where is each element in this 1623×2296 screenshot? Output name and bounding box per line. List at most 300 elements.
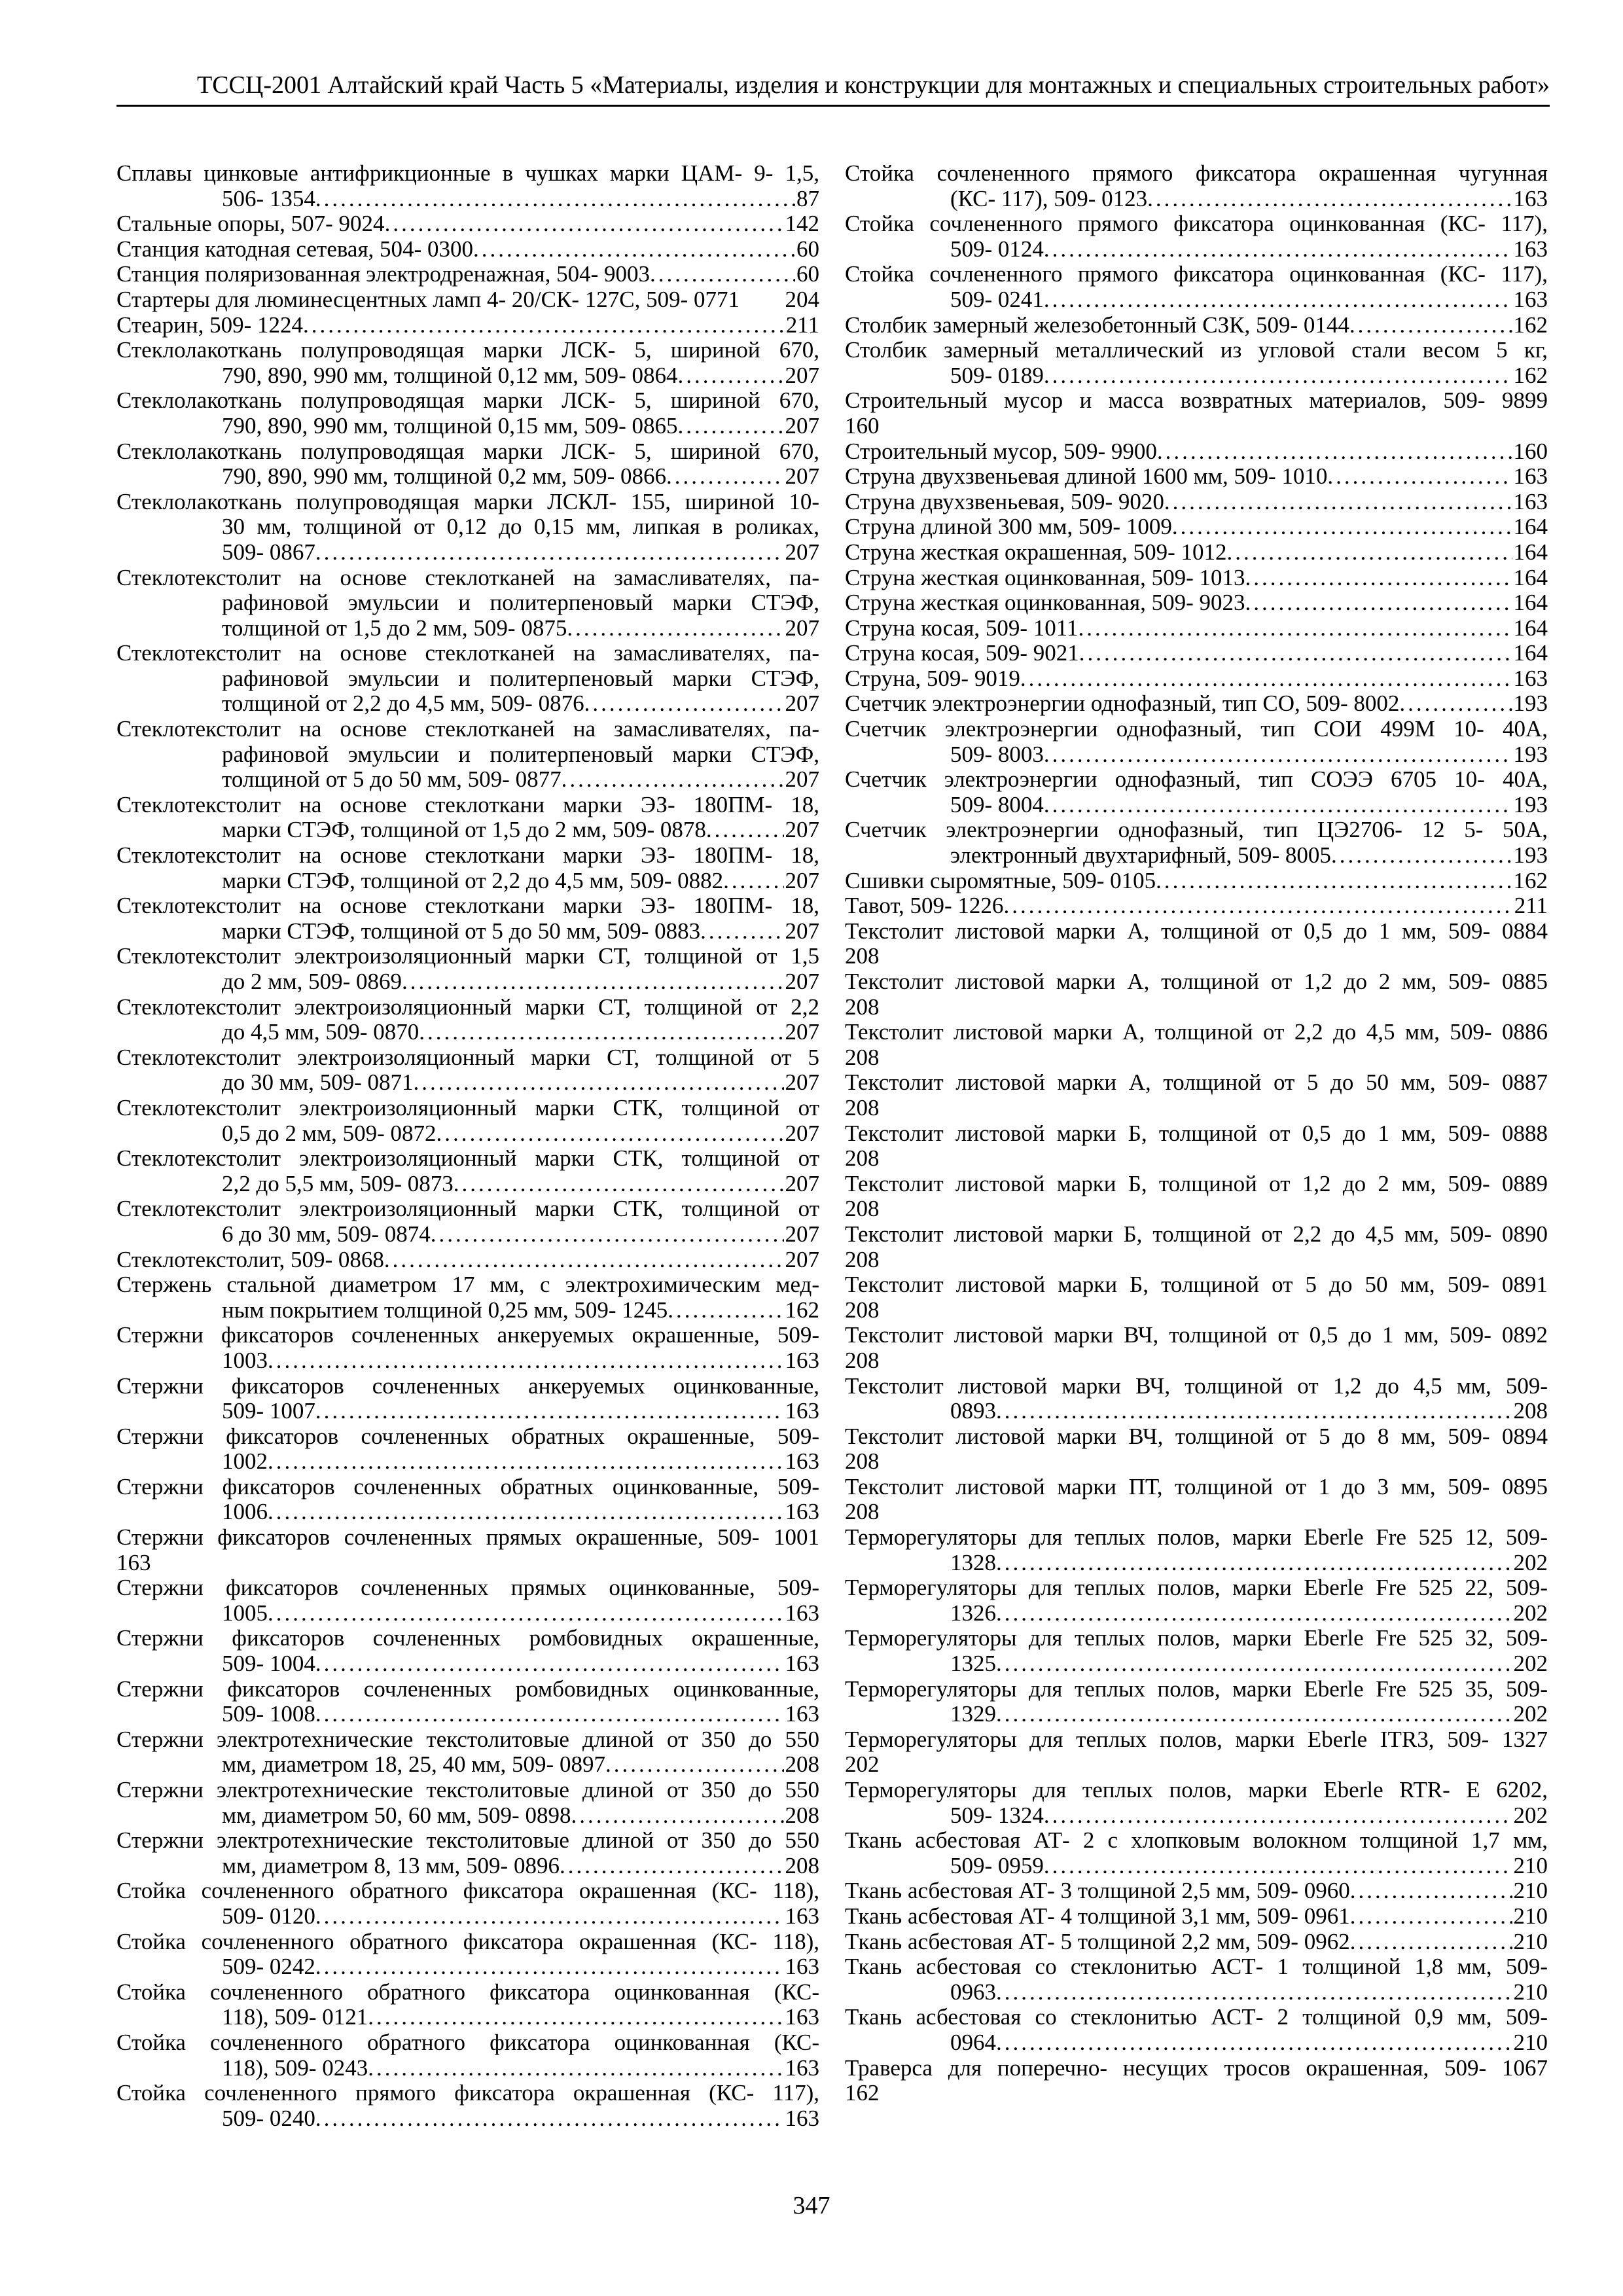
entry-line: Стержни электротехнические текстолитовые длиной от 350 до 550 [116, 1778, 819, 1803]
entry-page: 207 [785, 363, 819, 388]
index-entry [116, 1575, 819, 1626]
entry-text: Струна косая, 509- 9021 [845, 641, 1079, 666]
entry-page: 164 [1513, 641, 1548, 666]
entry-line: Текстолит листовой марки А, толщиной от 1,2 до 2 мм, 509- 0885 [845, 969, 1548, 994]
entry-page: 207 [785, 767, 819, 793]
entry-line: Счетчик электроэнергии однофазный, тип СОИ 499М 10- 40А, [845, 717, 1548, 742]
entry-line: Стержни электротехнические текстолитовые длиной от 350 до 550 [116, 1828, 819, 1854]
index-entry [845, 1374, 1548, 1424]
entry-line [116, 237, 819, 262]
entry-line: Стойка сочлененного прямого фиксатора окрашенная (КС- 117), [116, 2081, 819, 2106]
entry-line: Стеклотекстолит электроизоляционный марки СТ, толщиной от 5 [116, 1045, 819, 1070]
entry-page: 210 [1513, 1979, 1548, 2005]
entry-page: 210 [1513, 2030, 1548, 2055]
entry-line: Стойка сочлененного обратного фиксатора окрашенная (КС- 118), [116, 1929, 819, 1954]
entry-line [845, 641, 1548, 666]
entry-page: 162 [785, 1297, 819, 1323]
entry-page: 163 [785, 2106, 819, 2131]
index-entry [845, 893, 1548, 919]
index-entry [116, 793, 819, 843]
index-entry [116, 1045, 819, 1096]
entry-line [845, 1551, 1548, 1576]
entry-line [845, 1980, 1548, 2005]
entry-text: 1005 [222, 1600, 268, 1626]
dot-leader [384, 1247, 784, 1273]
entry-line: Текстолит листовой марки ПТ, толщиной от 1 до 3 мм, 509- 0895 [845, 1474, 1548, 1499]
dot-leader [1044, 1854, 1512, 1879]
entry-text: 1329 [950, 1702, 996, 1727]
entry-page: 207 [785, 918, 819, 944]
entry-text: марки СТЭФ, толщиной от 2,2 до 4,5 мм, 509- 0882 [222, 868, 724, 893]
index-entry [845, 1878, 1548, 1904]
entry-line: Терморегуляторы для теплых полов, марки Eberle Fre 525 22, 509- [845, 1575, 1548, 1601]
entry-text: до 4,5 мм, 509- 0870 [222, 1020, 419, 1045]
dot-leader [473, 237, 795, 262]
entry-text: 0964 [950, 2030, 996, 2055]
entry-line: Стержень стальной диаметром 17 мм, с электрохимическим мед- [116, 1272, 819, 1298]
dot-leader [666, 464, 784, 490]
entry-page: 211 [785, 312, 819, 338]
entry-line [116, 1803, 819, 1829]
entry-line [845, 1854, 1548, 1879]
index-column-left [116, 161, 819, 2131]
entry-page: 202 [1513, 1803, 1548, 1828]
index-entry [845, 1677, 1548, 1727]
entry-line: Стержни фиксаторов сочлененных прямых окрашенные, 509- 1001 [116, 1525, 819, 1551]
entry-page: 163 [1513, 489, 1548, 514]
entry-page: 160 [1513, 439, 1548, 464]
entry-line [845, 843, 1548, 869]
index-entry [845, 666, 1548, 692]
entry-text: Счетчик электроэнергии однофазный, тип СО, 509- 8002 [845, 691, 1400, 717]
dot-leader [706, 817, 784, 843]
index-entry [845, 514, 1548, 540]
entry-line [116, 1121, 819, 1147]
index-entry [845, 1323, 1548, 1373]
entry-text: Тавот, 509- 1226 [845, 893, 1004, 919]
entry-text: 790, 890, 990 мм, толщиной 0,15 мм, 509- 0865 [222, 413, 678, 439]
dot-leader [303, 313, 785, 338]
entry-text: 509- 0240 [222, 2106, 315, 2131]
entry-line: Терморегуляторы для теплых полов, марки Eberle Fre 525 35, 509- [845, 1676, 1548, 1702]
entry-line: Стеклолакоткань полупроводящая марки ЛСКЛ- 155, шириной 10- [116, 489, 819, 514]
index-entry [845, 1525, 1548, 1575]
index-entry [116, 1146, 819, 1196]
dot-leader [1156, 869, 1512, 894]
entry-line [116, 1702, 819, 1727]
entry-line [116, 1854, 819, 1879]
index-entry [116, 490, 819, 565]
entry-text: 509- 0189 [950, 363, 1044, 388]
entry-page: 207 [785, 1221, 819, 1247]
entry-page: 193 [1513, 792, 1548, 817]
entry-page: 162 [1513, 312, 1548, 338]
dot-leader [454, 1172, 784, 1197]
dot-leader [1157, 439, 1512, 465]
index-entry [116, 388, 819, 439]
dot-leader [368, 2005, 783, 2030]
entry-line: Терморегуляторы для теплых полов, марки Eberle RTR- E 6202, [845, 1778, 1548, 1803]
entry-page: 163 [785, 1954, 819, 1980]
entry-line: Стержни фиксаторов сочлененных прямых оцинкованные, 509- [116, 1575, 819, 1601]
index-entry [845, 464, 1548, 490]
entry-line: Стержни фиксаторов сочлененных анкеруемых оцинкованные, [116, 1373, 819, 1399]
index-entry [116, 1247, 819, 1273]
entry-text: толщиной от 2,2 до 4,5 мм, 509- 0876 [222, 691, 584, 717]
dot-leader [315, 540, 784, 565]
entry-page: 207 [785, 464, 819, 490]
entry-line: Стержни фиксаторов сочлененных анкеруемых окрашенные, 509- [116, 1323, 819, 1348]
entry-line: рафиновой эмульсии и политерпеновый марки СТЭФ, [222, 742, 819, 767]
index-entry [116, 1272, 819, 1323]
entry-line [845, 1878, 1548, 1904]
entry-page: 164 [1513, 615, 1548, 641]
dot-leader [368, 2056, 783, 2081]
entry-line: Сплавы цинковые антифрикционные в чушках марки ЦАМ- 9- 1,5, [116, 161, 819, 186]
dot-leader [402, 969, 783, 995]
index-entry [845, 1070, 1548, 1121]
entry-line [845, 287, 1548, 313]
entry-line [116, 616, 819, 641]
entry-line [116, 1499, 819, 1525]
entry-line: Ткань асбестовая со стеклонитью АСТ- 2 толщиной 0,9 мм, 509- [845, 2005, 1548, 2030]
index-entry [116, 1778, 819, 1828]
dot-leader [1245, 590, 1512, 616]
entry-page: 87 [796, 186, 819, 211]
dot-leader [1044, 363, 1512, 389]
entry-page: 163 [1513, 666, 1548, 691]
entry-line: Стеклотекстолит на основе стеклотканей на замасливателях, па- [116, 565, 819, 590]
dot-leader [1350, 1878, 1512, 1904]
entry-text: 0,5 до 2 мм, 509- 0872 [222, 1121, 437, 1146]
dot-leader [996, 1601, 1512, 1626]
dot-leader [315, 1702, 784, 1727]
entry-line [845, 893, 1548, 919]
index-entry [116, 338, 819, 388]
entry-text: марки СТЭФ, толщиной от 1,5 до 2 мм, 509- 0878 [222, 817, 706, 843]
entry-line: Счетчик электроэнергии однофазный, тип ЦЭ2706- 12 5- 50А, [845, 817, 1548, 843]
dot-leader [1164, 490, 1512, 515]
index-entry [116, 439, 819, 490]
index-entry [845, 1121, 1548, 1172]
entry-line [845, 1904, 1548, 1929]
index-entry [845, 616, 1548, 641]
entry-text: 509- 8004 [950, 792, 1044, 817]
index-entry [116, 1626, 819, 1676]
entry-text: 509- 1008 [222, 1702, 315, 1727]
entry-line: Стержни фиксаторов сочлененных ромбовидных оцинкованные, [116, 1676, 819, 1702]
entry-text: толщиной от 5 до 50 мм, 509- 0877 [222, 767, 562, 793]
dot-leader [1044, 742, 1512, 768]
entry-page: 163 [785, 1399, 819, 1424]
dot-leader [315, 1651, 784, 1677]
entry-line [845, 565, 1548, 591]
index-entry [116, 641, 819, 717]
entry-page: 193 [1513, 843, 1548, 869]
entry-page: 164 [1513, 590, 1548, 616]
entry-line: Текстолит листовой марки Б, толщиной от 0,5 до 1 мм, 509- 0888 [845, 1121, 1548, 1146]
entry-line [845, 439, 1548, 465]
index-entry [116, 1424, 819, 1475]
index-entry [116, 1374, 819, 1424]
index-entry [116, 1727, 819, 1778]
entry-text: (КС- 117), 509- 0123 [950, 186, 1148, 211]
entry-line [116, 869, 819, 894]
entry-line [845, 313, 1548, 338]
index-entry [845, 1828, 1548, 1878]
dot-leader [315, 1954, 784, 1980]
entry-page: 163 [1513, 464, 1548, 490]
entry-page: 210 [1513, 1903, 1548, 1929]
entry-line [116, 287, 819, 313]
entry-line [116, 1449, 819, 1475]
dot-leader [268, 1348, 784, 1374]
dot-leader [1078, 616, 1512, 641]
entry-line [116, 1399, 819, 1424]
entry-line [116, 540, 819, 565]
dot-leader [315, 187, 795, 212]
entry-page: 202 [1513, 1550, 1548, 1575]
entry-page: 163 [785, 1600, 819, 1626]
entry-text: 0893 [950, 1399, 996, 1424]
entry-text: Строительный мусор, 509- 9900 [845, 439, 1157, 464]
entry-line: Стойка сочлененного прямого фиксатора окрашенная чугунная [845, 161, 1548, 186]
entry-line: Текстолит листовой марки ВЧ, толщиной от 0,5 до 1 мм, 509- 0892 [845, 1323, 1548, 1348]
entry-line [116, 2106, 819, 2132]
entry-page: 208 [845, 1044, 880, 1070]
entry-page: 208 [845, 1094, 880, 1121]
entry-line: рафиновой эмульсии и политерпеновый марки СТЭФ, [222, 666, 819, 691]
dot-leader [1227, 540, 1512, 565]
entry-line: Текстолит листовой марки Б, толщиной от 2,2 до 4,5 мм, 509- 0890 [845, 1221, 1548, 1247]
index-entry [116, 161, 819, 211]
entry-page: 204 [785, 287, 819, 312]
entry-page: 207 [785, 615, 819, 641]
entry-line [845, 237, 1548, 262]
entry-line: Столбик замерный металлический из угловой стали весом 5 кг, [845, 338, 1548, 363]
index-entry [116, 1525, 819, 1575]
entry-line: Текстолит листовой марки Б, толщиной от 1,2 до 2 мм, 509- 0889 [845, 1171, 1548, 1196]
dot-leader [1331, 843, 1512, 869]
entry-line: Текстолит листовой марки ВЧ, толщиной от 1,2 до 4,5 мм, 509- [845, 1373, 1548, 1399]
entry-text: Струна жесткая окрашенная, 509- 1012 [845, 539, 1227, 565]
dot-leader [996, 1399, 1512, 1424]
dot-leader [1020, 666, 1512, 692]
entry-text: Ткань асбестовая АТ- 5 толщиной 2,2 мм, 509- 0962 [845, 1929, 1350, 1954]
entry-page: 162 [1513, 363, 1548, 388]
entry-text: Ткань асбестовая АТ- 3 толщиной 2,5 мм, 509- 0960 [845, 1878, 1350, 1904]
entry-text: 509- 0241 [950, 287, 1044, 312]
entry-page: 207 [785, 1247, 819, 1272]
entry-line [116, 262, 819, 287]
entry-page: 60 [796, 236, 819, 262]
entry-page: 163 [1513, 186, 1548, 211]
dot-leader [1044, 793, 1512, 818]
dot-leader [1399, 691, 1512, 717]
entry-line: Стойка сочлененного обратного фиксатора окрашенная (КС- 118), [116, 1878, 819, 1904]
entry-page: 207 [785, 1171, 819, 1196]
entry-page: 210 [1513, 1929, 1548, 1954]
entry-text: 1006 [222, 1499, 268, 1525]
entry-line: Стержни фиксаторов сочлененных ромбовидных окрашенные, [116, 1626, 819, 1651]
index-entry [116, 2081, 819, 2131]
entry-line [845, 1929, 1548, 1955]
entry-line [845, 2030, 1548, 2056]
entry-line [116, 2056, 819, 2081]
entry-page: 207 [785, 1070, 819, 1096]
entry-text: Стальные опоры, 507- 9024 [116, 211, 385, 237]
entry-text: 506- 1354 [222, 186, 315, 211]
entry-line [845, 590, 1548, 616]
index-entry [845, 1222, 1548, 1272]
entry-line [845, 187, 1548, 212]
entry-page: 207 [785, 1020, 819, 1045]
entry-text: Струна двухзвеньевая, 509- 9020 [845, 489, 1164, 514]
index-entry [845, 717, 1548, 767]
entry-line: Стойка сочлененного обратного фиксатора оцинкованная (КС- [116, 2030, 819, 2055]
entry-text: 509- 0124 [950, 236, 1044, 262]
entry-line: Терморегуляторы для теплых полов, марки Eberle Fre 525 12, 509- [845, 1525, 1548, 1551]
entry-page: 207 [785, 868, 819, 893]
entry-text: 509- 8003 [950, 742, 1044, 767]
index-entry [845, 565, 1548, 591]
entry-line: Текстолит листовой марки ВЧ, толщиной от 5 до 8 мм, 509- 0894 [845, 1424, 1548, 1449]
entry-line: Стержни фиксаторов сочлененных обратных окрашенные, 509- [116, 1424, 819, 1449]
entry-line [845, 514, 1548, 540]
entry-text: 509- 0120 [222, 1903, 315, 1929]
entry-text: 118), 509- 0121 [222, 2005, 368, 2030]
entry-line [845, 869, 1548, 894]
entry-line [116, 187, 819, 212]
dot-leader [1245, 565, 1512, 591]
entry-page: 208 [785, 1853, 819, 1878]
index-entry [116, 1096, 819, 1146]
dot-leader [700, 919, 783, 944]
dot-leader [431, 1222, 784, 1247]
dot-leader [996, 1551, 1512, 1576]
entry-page: 208 [845, 1145, 880, 1172]
index-entry [845, 1272, 1548, 1323]
entry-text: до 30 мм, 509- 0871 [222, 1070, 414, 1096]
index-entry [116, 1878, 819, 1929]
index-entry [845, 1172, 1548, 1222]
entry-text: Струна жесткая оцинкованная, 509- 9023 [845, 590, 1245, 616]
entry-line [116, 363, 819, 389]
dot-leader [419, 1020, 783, 1045]
index-entry [845, 1778, 1548, 1828]
entry-page: 207 [785, 817, 819, 843]
entry-text: мм, диаметром 8, 13 мм, 509- 0896 [222, 1853, 560, 1878]
dot-leader [1350, 1904, 1512, 1929]
entry-page: 160 [845, 412, 880, 439]
entry-text: 509- 1004 [222, 1651, 315, 1677]
entry-page: 60 [796, 262, 819, 287]
index-entry [845, 1954, 1548, 2005]
entry-page: 163 [785, 1651, 819, 1677]
entry-page: 163 [1513, 287, 1548, 312]
entry-line [116, 1070, 819, 1096]
entry-line: Стеклотекстолит на основе стеклоткани марки ЭЗ- 180ПМ- 18, [116, 893, 819, 919]
dot-leader [268, 1449, 784, 1475]
entry-text: Стеарин, 509- 1224 [116, 312, 304, 338]
entry-text: 509- 0242 [222, 1954, 315, 1980]
dot-leader [315, 2106, 784, 2132]
entry-page: 207 [785, 969, 819, 994]
entry-page: 208 [785, 1752, 819, 1778]
entry-line: 30 мм, толщиной от 0,12 до 0,15 мм, липкая в роликах, [222, 514, 819, 540]
entry-line: Стеклолакоткань полупроводящая марки ЛСК- 5, шириной 670, [116, 338, 819, 363]
index-entry [845, 439, 1548, 465]
entry-line: Стеклолакоткань полупроводящая марки ЛСК- 5, шириной 670, [116, 388, 819, 414]
index-entry [845, 540, 1548, 565]
entry-text: 790, 890, 990 мм, толщиной 0,12 мм, 509- 0864 [222, 363, 678, 388]
entry-page: 208 [845, 1448, 880, 1475]
entry-page: 202 [1513, 1651, 1548, 1677]
entry-line: Стойка сочлененного прямого фиксатора оцинкованная (КС- 117), [845, 262, 1548, 287]
entry-page: 163 [116, 1549, 151, 1575]
entry-page: 162 [1513, 868, 1548, 893]
index-entry [116, 1677, 819, 1727]
entry-line [845, 666, 1548, 692]
entry-line [116, 1172, 819, 1197]
index-entry [116, 944, 819, 994]
entry-text: 1328 [950, 1550, 996, 1575]
entry-text: Струна, 509- 9019 [845, 666, 1020, 691]
entry-page: 162 [845, 2080, 880, 2106]
entry-text: электронный двухтарифный, 509- 8005 [950, 843, 1331, 869]
entry-line [116, 1348, 819, 1374]
entry-page: 211 [1514, 893, 1548, 919]
entry-line [845, 616, 1548, 641]
index-entry [116, 995, 819, 1045]
entry-line: Стеклотекстолит на основе стеклоткани марки ЭЗ- 180ПМ- 18, [116, 792, 819, 817]
entry-line [116, 1247, 819, 1273]
entry-text: Столбик замерный железобетонный СЗК, 509- 0144 [845, 312, 1349, 338]
entry-text: ным покрытием толщиной 0,25 мм, 509- 1245 [222, 1297, 668, 1323]
dot-leader [1044, 1803, 1512, 1829]
entry-line: Стойка сочлененного прямого фиксатора оцинкованная (КС- 117), [845, 211, 1548, 237]
entry-text: 118), 509- 0243 [222, 2055, 368, 2081]
entry-text: 1325 [950, 1651, 996, 1677]
entry-page: 208 [845, 1297, 880, 1323]
entry-page: 164 [1513, 514, 1548, 540]
index-entry [845, 161, 1548, 211]
index-entry [845, 590, 1548, 616]
dot-leader [567, 616, 783, 641]
dot-leader [677, 363, 783, 389]
entry-line [116, 1601, 819, 1626]
entry-page: 163 [785, 2055, 819, 2081]
entry-line [845, 1399, 1548, 1424]
index-entry [845, 1929, 1548, 1955]
entry-line: Терморегуляторы для теплых полов, марки Eberle Fre 525 32, 509- [845, 1626, 1548, 1651]
entry-text: 1003 [222, 1348, 268, 1373]
index-column-right [845, 161, 1548, 2106]
entry-page: 163 [785, 2005, 819, 2030]
entry-text: 509- 1324 [950, 1803, 1044, 1828]
entry-line [116, 313, 819, 338]
entry-page: 208 [785, 1803, 819, 1828]
entry-line: Стеклотекстолит электроизоляционный марки СТК, толщиной от [116, 1095, 819, 1121]
dot-leader [315, 1399, 784, 1424]
entry-line: Терморегуляторы для теплых полов, марки Eberle ITR3, 509- 1327 [845, 1727, 1548, 1752]
entry-text: Ткань асбестовая АТ- 4 толщиной 3,1 мм, 509- 0961 [845, 1903, 1350, 1929]
entry-line: Стеклотекстолит электроизоляционный марки СТ, толщиной от 2,2 [116, 994, 819, 1020]
entry-page: 163 [785, 1702, 819, 1727]
index-entry [116, 262, 819, 287]
entry-line: Текстолит листовой марки А, толщиной от 0,5 до 1 мм, 509- 0884 [845, 918, 1548, 944]
dot-leader [650, 262, 795, 287]
